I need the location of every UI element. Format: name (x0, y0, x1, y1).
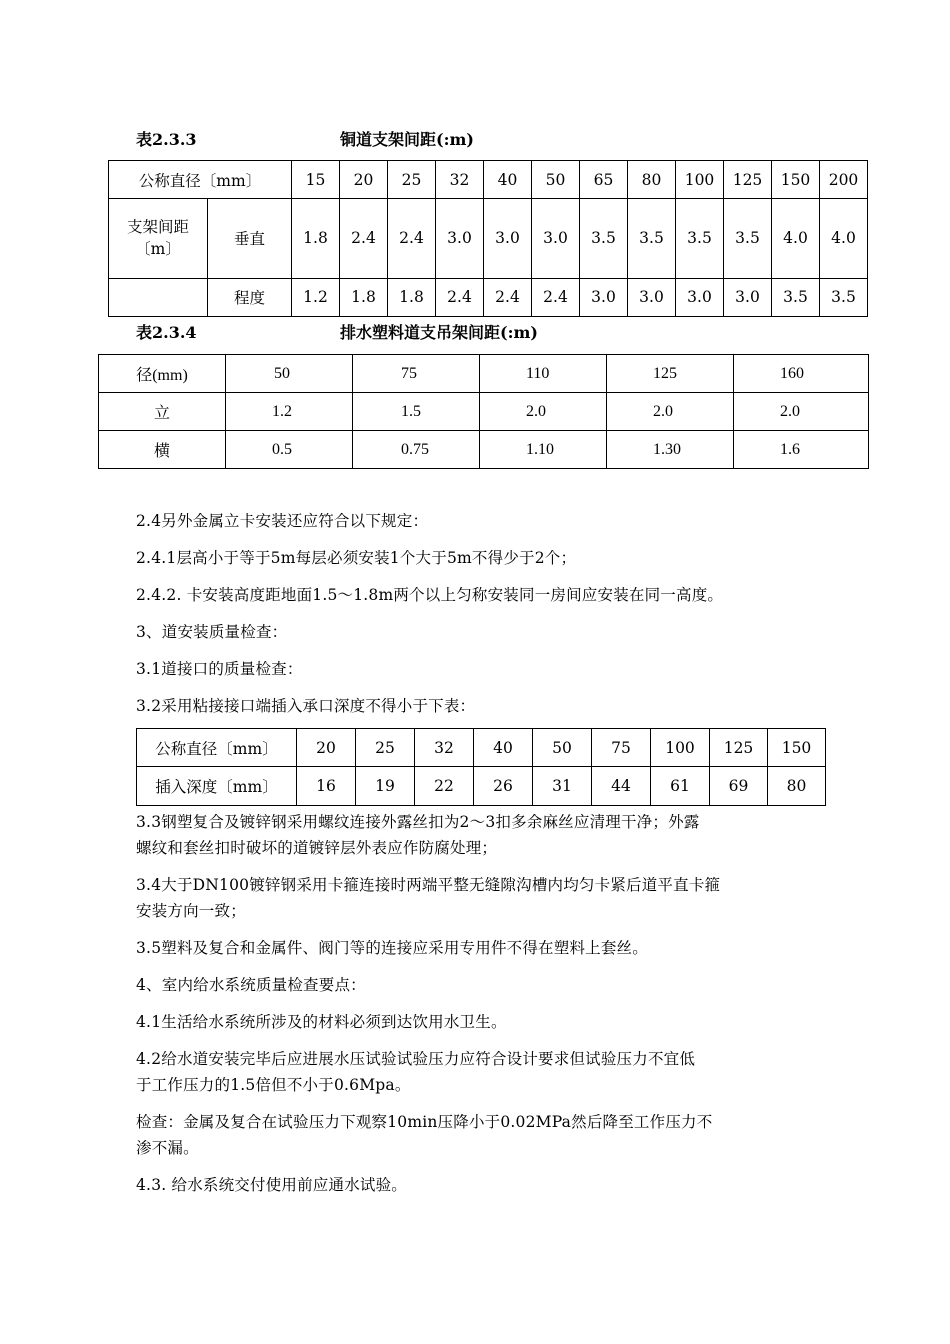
diameter-cell: 125 (710, 729, 768, 767)
diameter-cell: 50 (533, 729, 592, 767)
diameter-cell: 100 (651, 729, 710, 767)
value-cell: 2.4 (436, 278, 484, 316)
value-cell: 3.5 (772, 278, 820, 316)
paragraph: 4.2给水道安装完毕后应进展水压试验试验压力应符合设计要求但试验压力不宜低 (136, 1050, 696, 1068)
value-cell: 3.5 (724, 199, 772, 279)
value-cell: 1.10 (480, 431, 607, 469)
value-cell: 3.5 (820, 278, 868, 316)
section-heading: 3、道安装质量检查： (136, 623, 288, 641)
value-cell: 2.4 (388, 199, 436, 279)
value-cell: 69 (710, 767, 768, 806)
paragraph: 4.1生活给水系统所涉及的材料必须到达饮用水卫生。 (136, 1013, 507, 1031)
value-cell: 1.30 (607, 431, 734, 469)
table-row (109, 199, 868, 279)
insertion-depth-table (136, 728, 826, 806)
value-cell: 1.2 (292, 278, 340, 316)
row-label-vertical: 垂直 (208, 199, 292, 279)
value-cell: 2.4 (532, 278, 580, 316)
diameter-cell: 75 (592, 729, 651, 767)
table2-caption-number: 表2.3.4 (136, 323, 197, 342)
diameter-cell: 25 (388, 161, 436, 199)
value-cell: 4.0 (772, 199, 820, 279)
group-label: 支架间距〔m〕 (109, 199, 208, 279)
diameter-cell: 150 (768, 729, 826, 767)
value-cell: 2.0 (734, 393, 869, 431)
paragraph: 安装方向一致； (136, 902, 246, 920)
paragraph: 4.3. 给水系统交付使用前应通水试验。 (136, 1176, 408, 1194)
paragraph: 渗不漏。 (136, 1139, 199, 1157)
value-cell: 19 (356, 767, 415, 806)
value-cell: 2.4 (340, 199, 388, 279)
header-label: 公称直径〔mm〕 (109, 161, 292, 199)
value-cell: 1.8 (388, 278, 436, 316)
table-row (99, 431, 869, 469)
paragraph: 3.3钢塑复合及镀锌钢采用螺纹连接外露丝扣为2～3扣多余麻丝应清理干净；外露 (136, 813, 700, 831)
table-row (137, 767, 826, 806)
value-cell: 26 (474, 767, 533, 806)
paragraph: 检查：金属及复合在试验压力下观察10min压降小于0.02MPa然后降至工作压力不 (136, 1113, 713, 1131)
table-row (99, 355, 869, 393)
diameter-cell: 32 (436, 161, 484, 199)
diameter-cell: 32 (415, 729, 474, 767)
table-row (99, 393, 869, 431)
value-cell: 22 (415, 767, 474, 806)
paragraph: 螺纹和套丝扣时破坏的道镀锌层外表应作防腐处理； (136, 839, 498, 857)
value-cell: 0.75 (353, 431, 480, 469)
diameter-cell: 110 (480, 355, 607, 393)
value-cell: 0.5 (226, 431, 353, 469)
diameter-cell: 65 (580, 161, 628, 199)
value-cell: 3.0 (580, 278, 628, 316)
header-label: 径(mm) (99, 355, 226, 393)
diameter-cell: 20 (340, 161, 388, 199)
value-cell: 16 (297, 767, 356, 806)
diameter-cell: 100 (676, 161, 724, 199)
paragraph: 2.4.2. 卡安装高度距地面1.5～1.8m两个以上匀称安装同一房间应安装在同一高度。 (136, 586, 724, 604)
value-cell: 44 (592, 767, 651, 806)
value-cell: 61 (651, 767, 710, 806)
value-cell: 1.6 (734, 431, 869, 469)
diameter-cell: 40 (474, 729, 533, 767)
table-row (137, 729, 826, 767)
row-label-depth: 插入深度〔mm〕 (137, 767, 297, 806)
header-label: 公称直径〔mm〕 (137, 729, 297, 767)
diameter-cell: 50 (226, 355, 353, 393)
paragraph: 于工作压力的1.5倍但不小于0.6Mpa。 (136, 1076, 411, 1094)
empty-cell (109, 278, 208, 316)
paragraph: 2.4.1层高小于等于5m每层必须安装1个大于5m不得少于2个； (136, 549, 577, 567)
value-cell: 3.0 (676, 278, 724, 316)
value-cell: 3.0 (628, 278, 676, 316)
value-cell: 3.0 (724, 278, 772, 316)
diameter-cell: 25 (356, 729, 415, 767)
diameter-cell: 20 (297, 729, 356, 767)
paragraph: 3.5塑料及复合和金属件、阀门等的连接应采用专用件不得在塑料上套丝。 (136, 939, 648, 957)
plastic-drain-pipe-support-table (98, 354, 869, 469)
value-cell: 1.2 (226, 393, 353, 431)
value-cell: 80 (768, 767, 826, 806)
value-cell: 3.5 (676, 199, 724, 279)
value-cell: 3.0 (532, 199, 580, 279)
table-row (109, 161, 868, 199)
value-cell: 3.5 (628, 199, 676, 279)
table1-caption-title: 铜道支架间距(:m) (340, 130, 474, 149)
table2-caption-title: 排水塑料道支吊架间距(:m) (340, 323, 538, 342)
row-label-horizontal: 程度 (208, 278, 292, 316)
value-cell: 3.0 (436, 199, 484, 279)
paragraph: 2.4另外金属立卡安装还应符合以下规定： (136, 512, 429, 530)
diameter-cell: 200 (820, 161, 868, 199)
row-label-vertical: 立 (99, 393, 226, 431)
value-cell: 2.4 (484, 278, 532, 316)
diameter-cell: 160 (734, 355, 869, 393)
value-cell: 2.0 (607, 393, 734, 431)
diameter-cell: 150 (772, 161, 820, 199)
diameter-cell: 50 (532, 161, 580, 199)
row-label-horizontal: 横 (99, 431, 226, 469)
copper-pipe-support-table (108, 160, 868, 317)
diameter-cell: 80 (628, 161, 676, 199)
value-cell: 3.0 (484, 199, 532, 279)
section-heading: 4、室内给水系统质量检查要点： (136, 976, 366, 994)
diameter-cell: 40 (484, 161, 532, 199)
paragraph: 3.4大于DN100镀锌钢采用卡箍连接时两端平整无缝隙沟槽内均匀卡紧后道平直卡箍 (136, 876, 721, 894)
value-cell: 1.8 (340, 278, 388, 316)
value-cell: 1.8 (292, 199, 340, 279)
diameter-cell: 125 (724, 161, 772, 199)
diameter-cell: 15 (292, 161, 340, 199)
diameter-cell: 125 (607, 355, 734, 393)
value-cell: 31 (533, 767, 592, 806)
value-cell: 1.5 (353, 393, 480, 431)
value-cell: 4.0 (820, 199, 868, 279)
table1-caption-number: 表2.3.3 (136, 130, 197, 149)
paragraph: 3.2采用粘接接口端插入承口深度不得小于下表： (136, 697, 476, 715)
value-cell: 3.5 (580, 199, 628, 279)
table-row (109, 278, 868, 316)
diameter-cell: 75 (353, 355, 480, 393)
paragraph: 3.1道接口的质量检查： (136, 660, 303, 678)
value-cell: 2.0 (480, 393, 607, 431)
